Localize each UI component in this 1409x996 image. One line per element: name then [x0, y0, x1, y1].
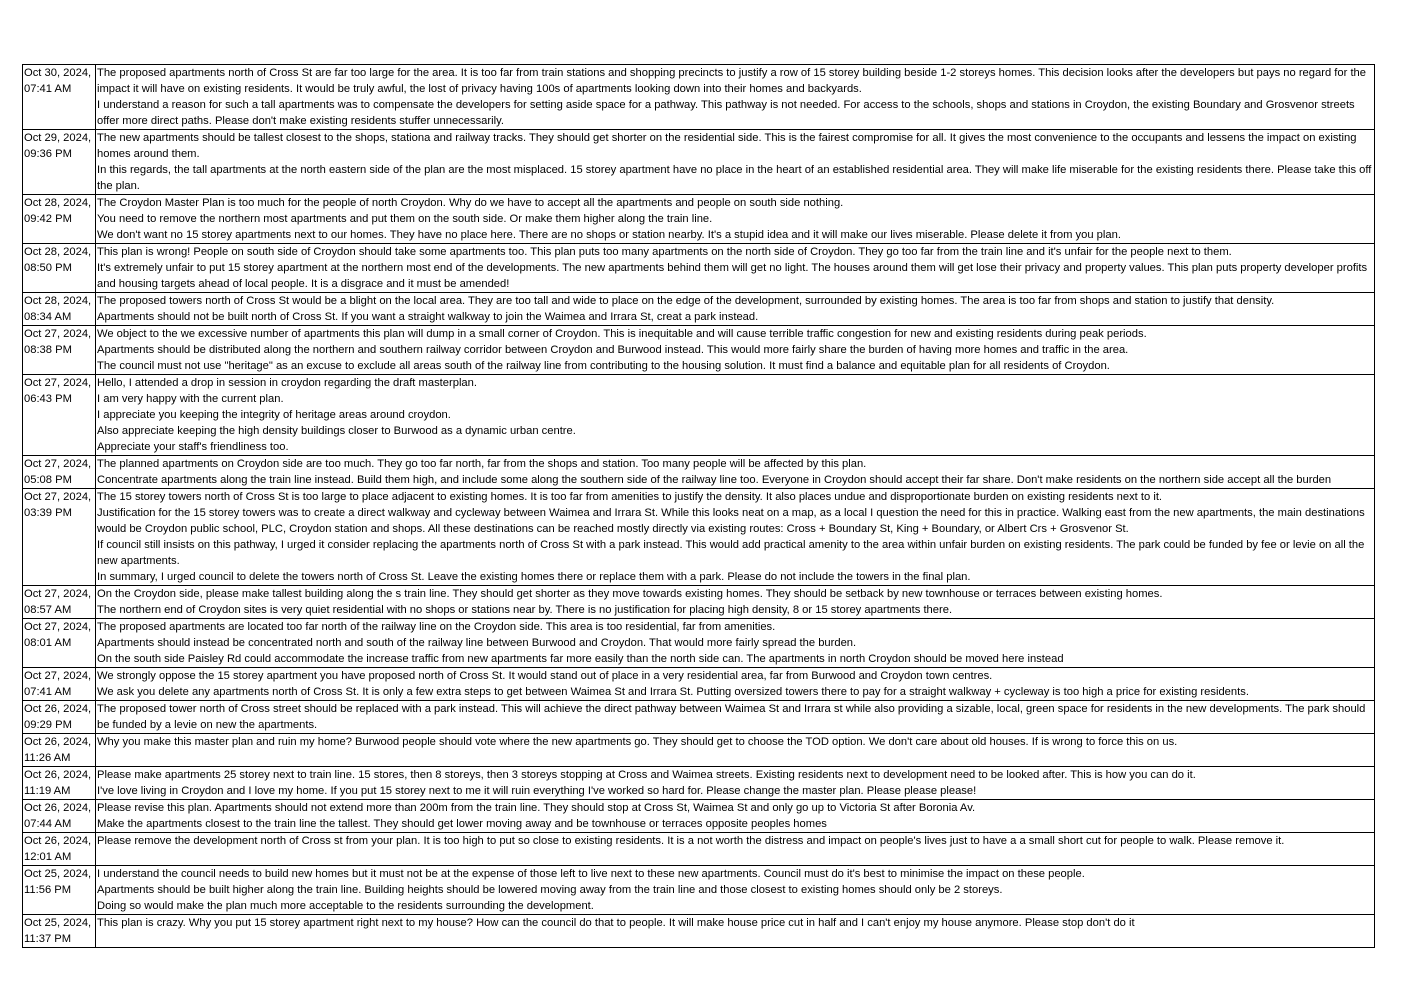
comment-paragraph: Apartments should instead be concentrated north and south of the railway line between Burwood and Croydon. That would more fairly spread the burden.	[97, 637, 857, 649]
comment-paragraph: Make the apartments closest to the train line the tallest. They should get lower moving away and be townhouse or terraces opposite peoples homes	[97, 818, 827, 830]
comments-table	[22, 64, 1375, 948]
comment-paragraph: The proposed tower north of Cross street should be replaced with a park instead. This will achieve the direct pathway between Waimea St and Irrara st while also providing a sizable, local, green space for residents in the new developments. The park should be funded by a levie on new the apartments.	[97, 703, 1366, 731]
comment-row	[23, 915, 1375, 948]
comment-datetime-cell	[23, 326, 96, 375]
comment-row	[23, 800, 1375, 833]
comment-date: Oct 28, 2024,	[24, 197, 92, 209]
comment-paragraph: On the Croydon side, please make tallest building along the s train line. They should get shorter as they move towards existing homes. They should be setback by new townhouse or terraces between existing homes.	[97, 588, 1163, 600]
comment-time: 12:01 AM	[24, 851, 72, 863]
comment-paragraph: We strongly oppose the 15 storey apartment you have proposed north of Cross St. It would stand out of place in a very residential area, far from Burwood and Croydon town centres.	[97, 670, 993, 682]
comment-time: 07:41 AM	[24, 686, 72, 698]
comment-date: Oct 28, 2024,	[24, 246, 92, 258]
comment-date: Oct 27, 2024,	[24, 458, 92, 470]
comment-paragraph: Hello, I attended a drop in session in croydon regarding the draft masterplan.	[97, 377, 477, 389]
comment-datetime-cell	[23, 65, 96, 130]
comment-time: 06:43 PM	[24, 393, 72, 405]
comment-text-cell	[96, 586, 1375, 619]
comment-paragraph: The new apartments should be tallest closest to the shops, stationa and railway tracks. They should get shorter on the residential side. This is the fairest compromise for all. It gives the most convenience to the occupants and lessens the impact on existing homes around them.	[97, 132, 1357, 160]
comment-date: Oct 29, 2024,	[24, 132, 92, 144]
comment-datetime-cell	[23, 800, 96, 833]
comment-text-cell	[96, 375, 1375, 456]
comment-paragraph: We ask you delete any apartments north of Cross St. It is only a few extra steps to get between Waimea St and Irrara St. Putting oversized towers there to pay for a straight walkway + cycleway is too high a price for existing residents.	[97, 686, 1249, 698]
comment-text-cell	[96, 456, 1375, 489]
comment-paragraph: Doing so would make the plan much more acceptable to the residents surrounding the development.	[97, 900, 594, 912]
comment-text-cell	[96, 767, 1375, 800]
comment-paragraph: The 15 storey towers north of Cross St is too large to place adjacent to existing homes. It is too far from amenities to justify the density. It also places undue and disproportionate burden on existing residents next to it.	[97, 491, 1163, 503]
comment-paragraph: We don't want no 15 storey apartments next to our homes. They have no place here. There are no shops or station nearby. It's a stupid idea and it will make our lives miserable. Please delete it from you plan.	[97, 229, 1121, 241]
comment-time: 11:56 PM	[24, 884, 72, 896]
comment-paragraph: If council still insists on this pathway, I urged it consider replacing the apartments north of Cross St with a park instead. This would add practical amenity to the area within unfair burden on existing residents. The park could be funded by fee or levie on all the new apartments.	[97, 539, 1365, 567]
comment-row	[23, 195, 1375, 244]
comment-time: 03:39 PM	[24, 507, 72, 519]
comment-paragraph: I understand the council needs to build new homes but it must not be at the expense of those left to live next to these new apartments. Council must do it's best to minimise the impact on these people.	[97, 868, 1085, 880]
comment-text-cell	[96, 734, 1375, 767]
comment-row	[23, 65, 1375, 130]
comment-paragraph: I've love living in Croydon and I love my home. If you put 15 storey next to me it will ruin everything I've worked so hard for. Please change the master plan. Please please please!	[97, 785, 977, 797]
comment-time: 09:36 PM	[24, 148, 72, 160]
comment-text-cell	[96, 701, 1375, 734]
comment-time: 08:57 AM	[24, 604, 72, 616]
comment-date: Oct 27, 2024,	[24, 491, 92, 503]
comment-datetime-cell	[23, 489, 96, 586]
comment-paragraph: Please remove the development north of Cross st from your plan. It is too high to put so close to existing residents. It is a not worth the distress and impact on people's lives just to have a a small short cut for people to walk. Please remove it.	[97, 835, 1285, 847]
comment-row	[23, 244, 1375, 293]
comment-paragraph: Apartments should not be built north of Cross St. If you want a straight walkway to join the Waimea and Irrara St, creat a park instead.	[97, 311, 759, 323]
comment-date: Oct 26, 2024,	[24, 703, 92, 715]
comment-paragraph: Please revise this plan. Apartments should not extend more than 200m from the train line. They should stop at Cross St, Waimea St and only go up to Victoria St after Boronia Av.	[97, 802, 976, 814]
comment-time: 07:41 AM	[24, 83, 72, 95]
comment-paragraph: Please make apartments 25 storey next to train line. 15 stores, then 8 storeys, then 3 storeys stopping at Cross and Waimea streets. Existing residents next to development need to be looked after. This is how you can do it.	[97, 769, 1196, 781]
comment-paragraph: I am very happy with the current plan.	[97, 393, 284, 405]
comment-paragraph: The proposed apartments are located too far north of the railway line on the Croydon side. This area is too residential, far from amenities.	[97, 621, 776, 633]
comment-date: Oct 25, 2024,	[24, 868, 92, 880]
comment-paragraph: It's extremely unfair to put 15 storey apartment at the northern most end of the developments. The new apartments behind them will get no light. The houses around them will get lose their privacy and property values. This plan puts property developer profits and housing targets ahead of local people. It is a disgrace and it must be amended!	[97, 262, 1368, 290]
comment-text-cell	[96, 866, 1375, 915]
comment-date: Oct 27, 2024,	[24, 328, 92, 340]
comment-paragraph: Why you make this master plan and ruin my home? Burwood people should vote where the new apartments go. They should get to choose the TOD option. We don't care about old houses. If is wrong to force this on us.	[97, 736, 1178, 748]
comment-row	[23, 701, 1375, 734]
comment-date: Oct 27, 2024,	[24, 621, 92, 633]
comment-paragraph: Apartments should be distributed along the northern and southern railway corridor between Croydon and Burwood instead. This would more fairly share the burden of having more homes and traffic in the area.	[97, 344, 1129, 356]
comment-row	[23, 326, 1375, 375]
comment-paragraph: Appreciate your staff's friendliness too.	[97, 441, 289, 453]
comment-paragraph: This plan is crazy. Why you put 15 storey apartment right next to my house? How can the council do that to people. It will make house price cut in half and I can't enjoy my house anymore. Please stop don't do it	[97, 917, 1135, 929]
comment-time: 05:08 PM	[24, 474, 72, 486]
comment-datetime-cell	[23, 130, 96, 195]
comment-datetime-cell	[23, 701, 96, 734]
comment-paragraph: The proposed towers north of Cross St would be a blight on the local area. They are too tall and wide to place on the edge of the development, surrounded by existing homes. The area is too far from shops and station to justify that density.	[97, 295, 1275, 307]
comment-date: Oct 25, 2024,	[24, 917, 92, 929]
comment-datetime-cell	[23, 734, 96, 767]
comment-paragraph: The proposed apartments north of Cross St are far too large for the area. It is too far from train stations and shopping precincts to justify a row of 15 storey building beside 1-2 storeys homes. This decision looks after the developers but pays no regard for the impact it will have on existing residents. It would be truly awful, the lost of privacy having 100s of apartments looking down into their homes and backyards.	[97, 67, 1366, 95]
comment-paragraph: The Croydon Master Plan is too much for the people of north Croydon. Why do we have to accept all the apartments and people on south side nothing.	[97, 197, 844, 209]
comment-text-cell	[96, 800, 1375, 833]
comment-paragraph: The planned apartments on Croydon side are too much. They go too far north, far from the shops and station. Too many people will be affected by this plan.	[97, 458, 867, 470]
comment-date: Oct 28, 2024,	[24, 295, 92, 307]
comment-text-cell	[96, 65, 1375, 130]
comment-datetime-cell	[23, 668, 96, 701]
comment-row	[23, 734, 1375, 767]
comment-datetime-cell	[23, 195, 96, 244]
comment-row	[23, 489, 1375, 586]
comment-paragraph: Concentrate apartments along the train line instead. Build them high, and include some along the southern side of the railway line too. Everyone in Croydon should accept their far share. Don't make residents on the northern side accept all the burden	[97, 474, 1332, 486]
comment-row	[23, 293, 1375, 326]
comment-row	[23, 130, 1375, 195]
comment-datetime-cell	[23, 375, 96, 456]
comment-time: 08:38 PM	[24, 344, 72, 356]
comment-text-cell	[96, 915, 1375, 948]
comment-date: Oct 26, 2024,	[24, 802, 92, 814]
comment-paragraph: This plan is wrong! People on south side of Croydon should take some apartments too. This plan puts too many apartments on the north side of Croydon. They go too far from the train line and it's unfair for the people next to them.	[97, 246, 1232, 258]
comment-row	[23, 619, 1375, 668]
comment-datetime-cell	[23, 767, 96, 800]
comment-row	[23, 375, 1375, 456]
comment-time: 08:34 AM	[24, 311, 72, 323]
comment-row	[23, 668, 1375, 701]
comment-row	[23, 456, 1375, 489]
comment-date: Oct 26, 2024,	[24, 736, 92, 748]
comment-text-cell	[96, 668, 1375, 701]
comment-time: 11:26 AM	[24, 752, 71, 764]
comment-date: Oct 26, 2024,	[24, 835, 92, 847]
comment-paragraph: I understand a reason for such a tall apartments was to compensate the developers for setting aside space for a pathway. This pathway is not needed. For access to the schools, shops and stations in Croydon, the existing Boundary and Grosvenor streets offer more direct paths. Please don't make existing residents stuffer unnecessarily.	[97, 99, 1355, 127]
comment-paragraph: Apartments should be built higher along the train line. Building heights should be lowered moving away from the train line and those closest to existing homes should only be 2 storeys.	[97, 884, 1003, 896]
comment-text-cell	[96, 195, 1375, 244]
comment-time: 08:50 PM	[24, 262, 72, 274]
comment-paragraph: You need to remove the northern most apartments and put them on the south side. Or make them higher along the train line.	[97, 213, 713, 225]
comment-date: Oct 27, 2024,	[24, 588, 92, 600]
comment-paragraph: Also appreciate keeping the high density buildings closer to Burwood as a dynamic urban centre.	[97, 425, 576, 437]
comment-text-cell	[96, 293, 1375, 326]
comment-paragraph: Justification for the 15 storey towers was to create a direct walkway and cycleway between Waimea and Irrara St. While this looks neat on a map, as a local I question the need for this in practice. Walking east from the new apartments, the main destinations would be Croydon public school, PLC, Croydon station and shops. All these destinations can be reached mostly directly via existing routes: Cross + Boundary St, King + Boundary, or Albert Crs + Grosvenor St.	[97, 507, 1365, 535]
comment-time: 11:19 AM	[24, 785, 71, 797]
comment-datetime-cell	[23, 915, 96, 948]
comment-text-cell	[96, 619, 1375, 668]
comment-text-cell	[96, 244, 1375, 293]
comment-time: 07:44 AM	[24, 818, 72, 830]
comment-datetime-cell	[23, 586, 96, 619]
comment-paragraph: We object to the we excessive number of apartments this plan will dump in a small corner of Croydon. This is inequitable and will cause terrible traffic congestion for new and existing residents during peak periods.	[97, 328, 1147, 340]
comment-date: Oct 26, 2024,	[24, 769, 92, 781]
comments-table-body	[23, 65, 1375, 948]
comment-date: Oct 30, 2024,	[24, 67, 92, 79]
comment-time: 09:29 PM	[24, 719, 72, 731]
comment-datetime-cell	[23, 619, 96, 668]
comment-datetime-cell	[23, 293, 96, 326]
comment-date: Oct 27, 2024,	[24, 670, 92, 682]
comment-row	[23, 866, 1375, 915]
comment-row	[23, 586, 1375, 619]
comment-paragraph: On the south side Paisley Rd could accommodate the increase traffic from new apartments far more easily than the north side can. The apartments in north Croydon should be moved here instead	[97, 653, 1064, 665]
comment-datetime-cell	[23, 833, 96, 866]
comment-date: Oct 27, 2024,	[24, 377, 92, 389]
comment-text-cell	[96, 489, 1375, 586]
comment-time: 11:37 PM	[24, 933, 72, 945]
comment-datetime-cell	[23, 244, 96, 293]
comment-paragraph: The council must not use "heritage" as an excuse to exclude all areas south of the railway line from contributing to the housing solution. It must find a balance and equitable plan for all residents of Croydon.	[97, 360, 1110, 372]
comment-paragraph: In this regards, the tall apartments at the north eastern side of the plan are the most misplaced. 15 storey apartment have no place in the heart of an established residential area. They will make life miserable for the existing residents there. Please take this off the plan.	[97, 164, 1372, 192]
comment-text-cell	[96, 130, 1375, 195]
comment-datetime-cell	[23, 866, 96, 915]
comment-row	[23, 767, 1375, 800]
comment-text-cell	[96, 833, 1375, 866]
comment-paragraph: I appreciate you keeping the integrity of heritage areas around croydon.	[97, 409, 451, 421]
comment-row	[23, 833, 1375, 866]
comment-text-cell	[96, 326, 1375, 375]
comment-datetime-cell	[23, 456, 96, 489]
comment-time: 09:42 PM	[24, 213, 72, 225]
comment-time: 08:01 AM	[24, 637, 72, 649]
comment-paragraph: The northern end of Croydon sites is very quiet residential with no shops or stations near by. There is no justification for placing high density, 8 or 15 storey apartments there.	[97, 604, 953, 616]
comment-paragraph: In summary, I urged council to delete the towers north of Cross St. Leave the existing homes there or replace them with a park. Please do not include the towers in the final plan.	[97, 571, 971, 583]
